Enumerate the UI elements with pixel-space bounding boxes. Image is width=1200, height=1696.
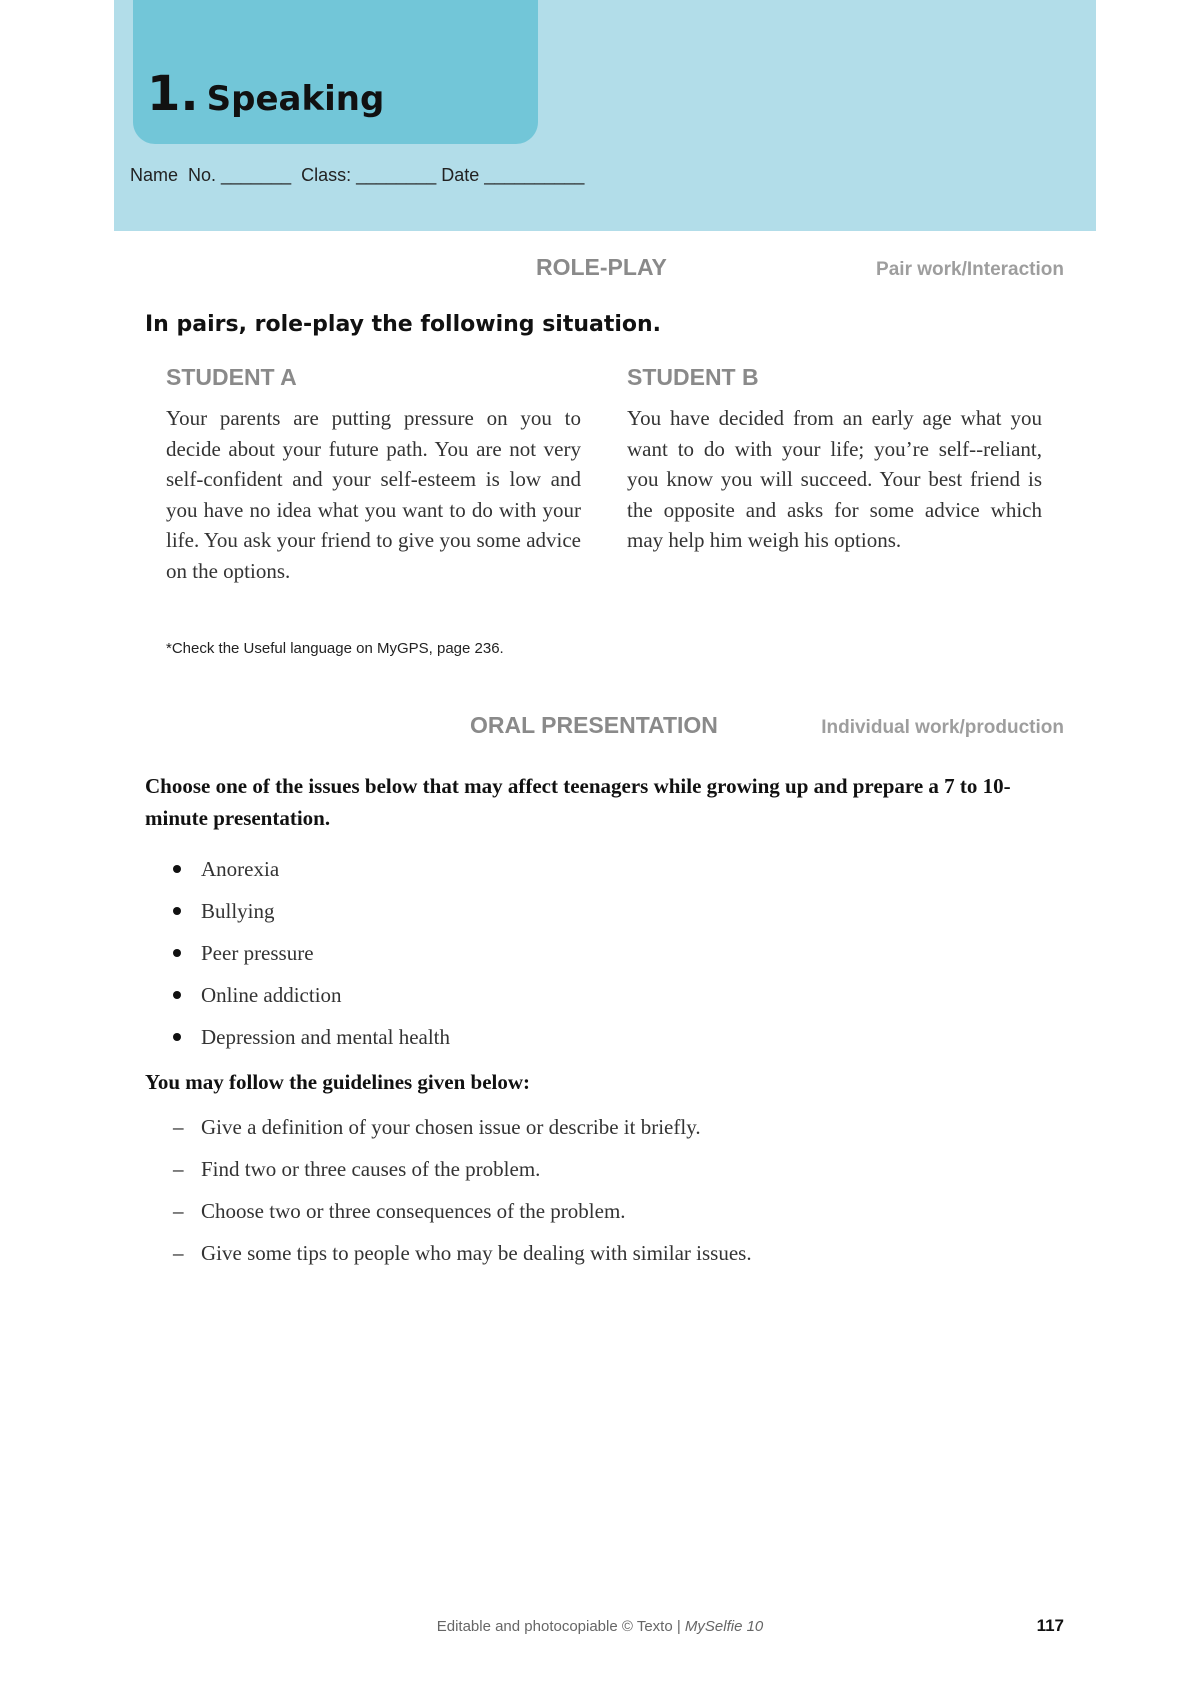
roleplay-instruction: In pairs, role-play the following situation. <box>145 312 662 337</box>
oral-instruction: Choose one of the issues below that may affect teenagers while growing up and prepare a 7 to 10-minute presentation. <box>145 774 1011 830</box>
oral-heading: ORAL PRESENTATION <box>470 712 718 738</box>
list-item: Depression and mental health <box>173 1016 450 1058</box>
student-b-card <box>627 364 1042 556</box>
oral-tag: Individual work/production <box>821 717 1064 738</box>
bullet-icon <box>173 991 181 999</box>
list-item: – Give a definition of your chosen issue or describe it briefly. <box>173 1114 701 1139</box>
page-title <box>147 66 384 122</box>
student-a-card <box>166 364 581 586</box>
dash-marker: – <box>173 1198 184 1223</box>
list-item: Peer pressure <box>173 932 450 974</box>
list-item: Anorexia <box>173 848 450 890</box>
list-item: – Give some tips to people who may be dealing with similar issues. <box>173 1240 752 1265</box>
bullet-icon <box>173 907 181 915</box>
student-b-text: You have decided from an early age what you want to do with your life; you’re self--reliant, you know you will succeed. Your best friend is the opposite and asks for some advice which may help him weigh his options. <box>627 406 1042 552</box>
useful-language-note: *Check the Useful language on MyGPS, page 236. <box>166 640 504 657</box>
list-item: – Find two or three causes of the problem. <box>173 1156 541 1181</box>
section-title: Speaking <box>206 79 385 119</box>
issues-list <box>173 848 450 1058</box>
bullet-icon <box>173 949 181 957</box>
page-number: 117 <box>1036 1616 1064 1635</box>
bullet-icon <box>173 1033 181 1041</box>
bullet-icon <box>173 865 181 873</box>
student-b-heading: STUDENT B <box>627 364 759 390</box>
guidelines-heading: You may follow the guidelines given below: <box>145 1070 531 1094</box>
roleplay-heading: ROLE-PLAY <box>536 254 667 280</box>
list-item: – Choose two or three consequences of the problem. <box>173 1198 626 1223</box>
footer <box>0 1618 1200 1635</box>
footer-copyright: Editable and photocopiable © Texto | <box>436 1618 685 1635</box>
section-number: 1. <box>147 66 199 122</box>
footer-book-title: MySelfie 10 <box>684 1618 764 1635</box>
list-item: Bullying <box>173 890 450 932</box>
roleplay-tag: Pair work/Interaction <box>876 259 1064 280</box>
dash-marker: – <box>173 1156 184 1181</box>
dash-marker: – <box>173 1240 184 1265</box>
name-class-date-line: Name No. _______ Class: ________ Date __________ <box>130 165 585 185</box>
student-a-text: Your parents are putting pressure on you to decide about your future path. You are not very self-confident and your self-esteem is low and you have no idea what you want to do with your life. You ask your friend to give you some advice on the options. <box>166 406 581 583</box>
list-item: Online addiction <box>173 974 450 1016</box>
guidelines-list <box>173 1106 752 1274</box>
student-a-heading: STUDENT A <box>166 364 297 390</box>
dash-marker: – <box>173 1114 184 1139</box>
